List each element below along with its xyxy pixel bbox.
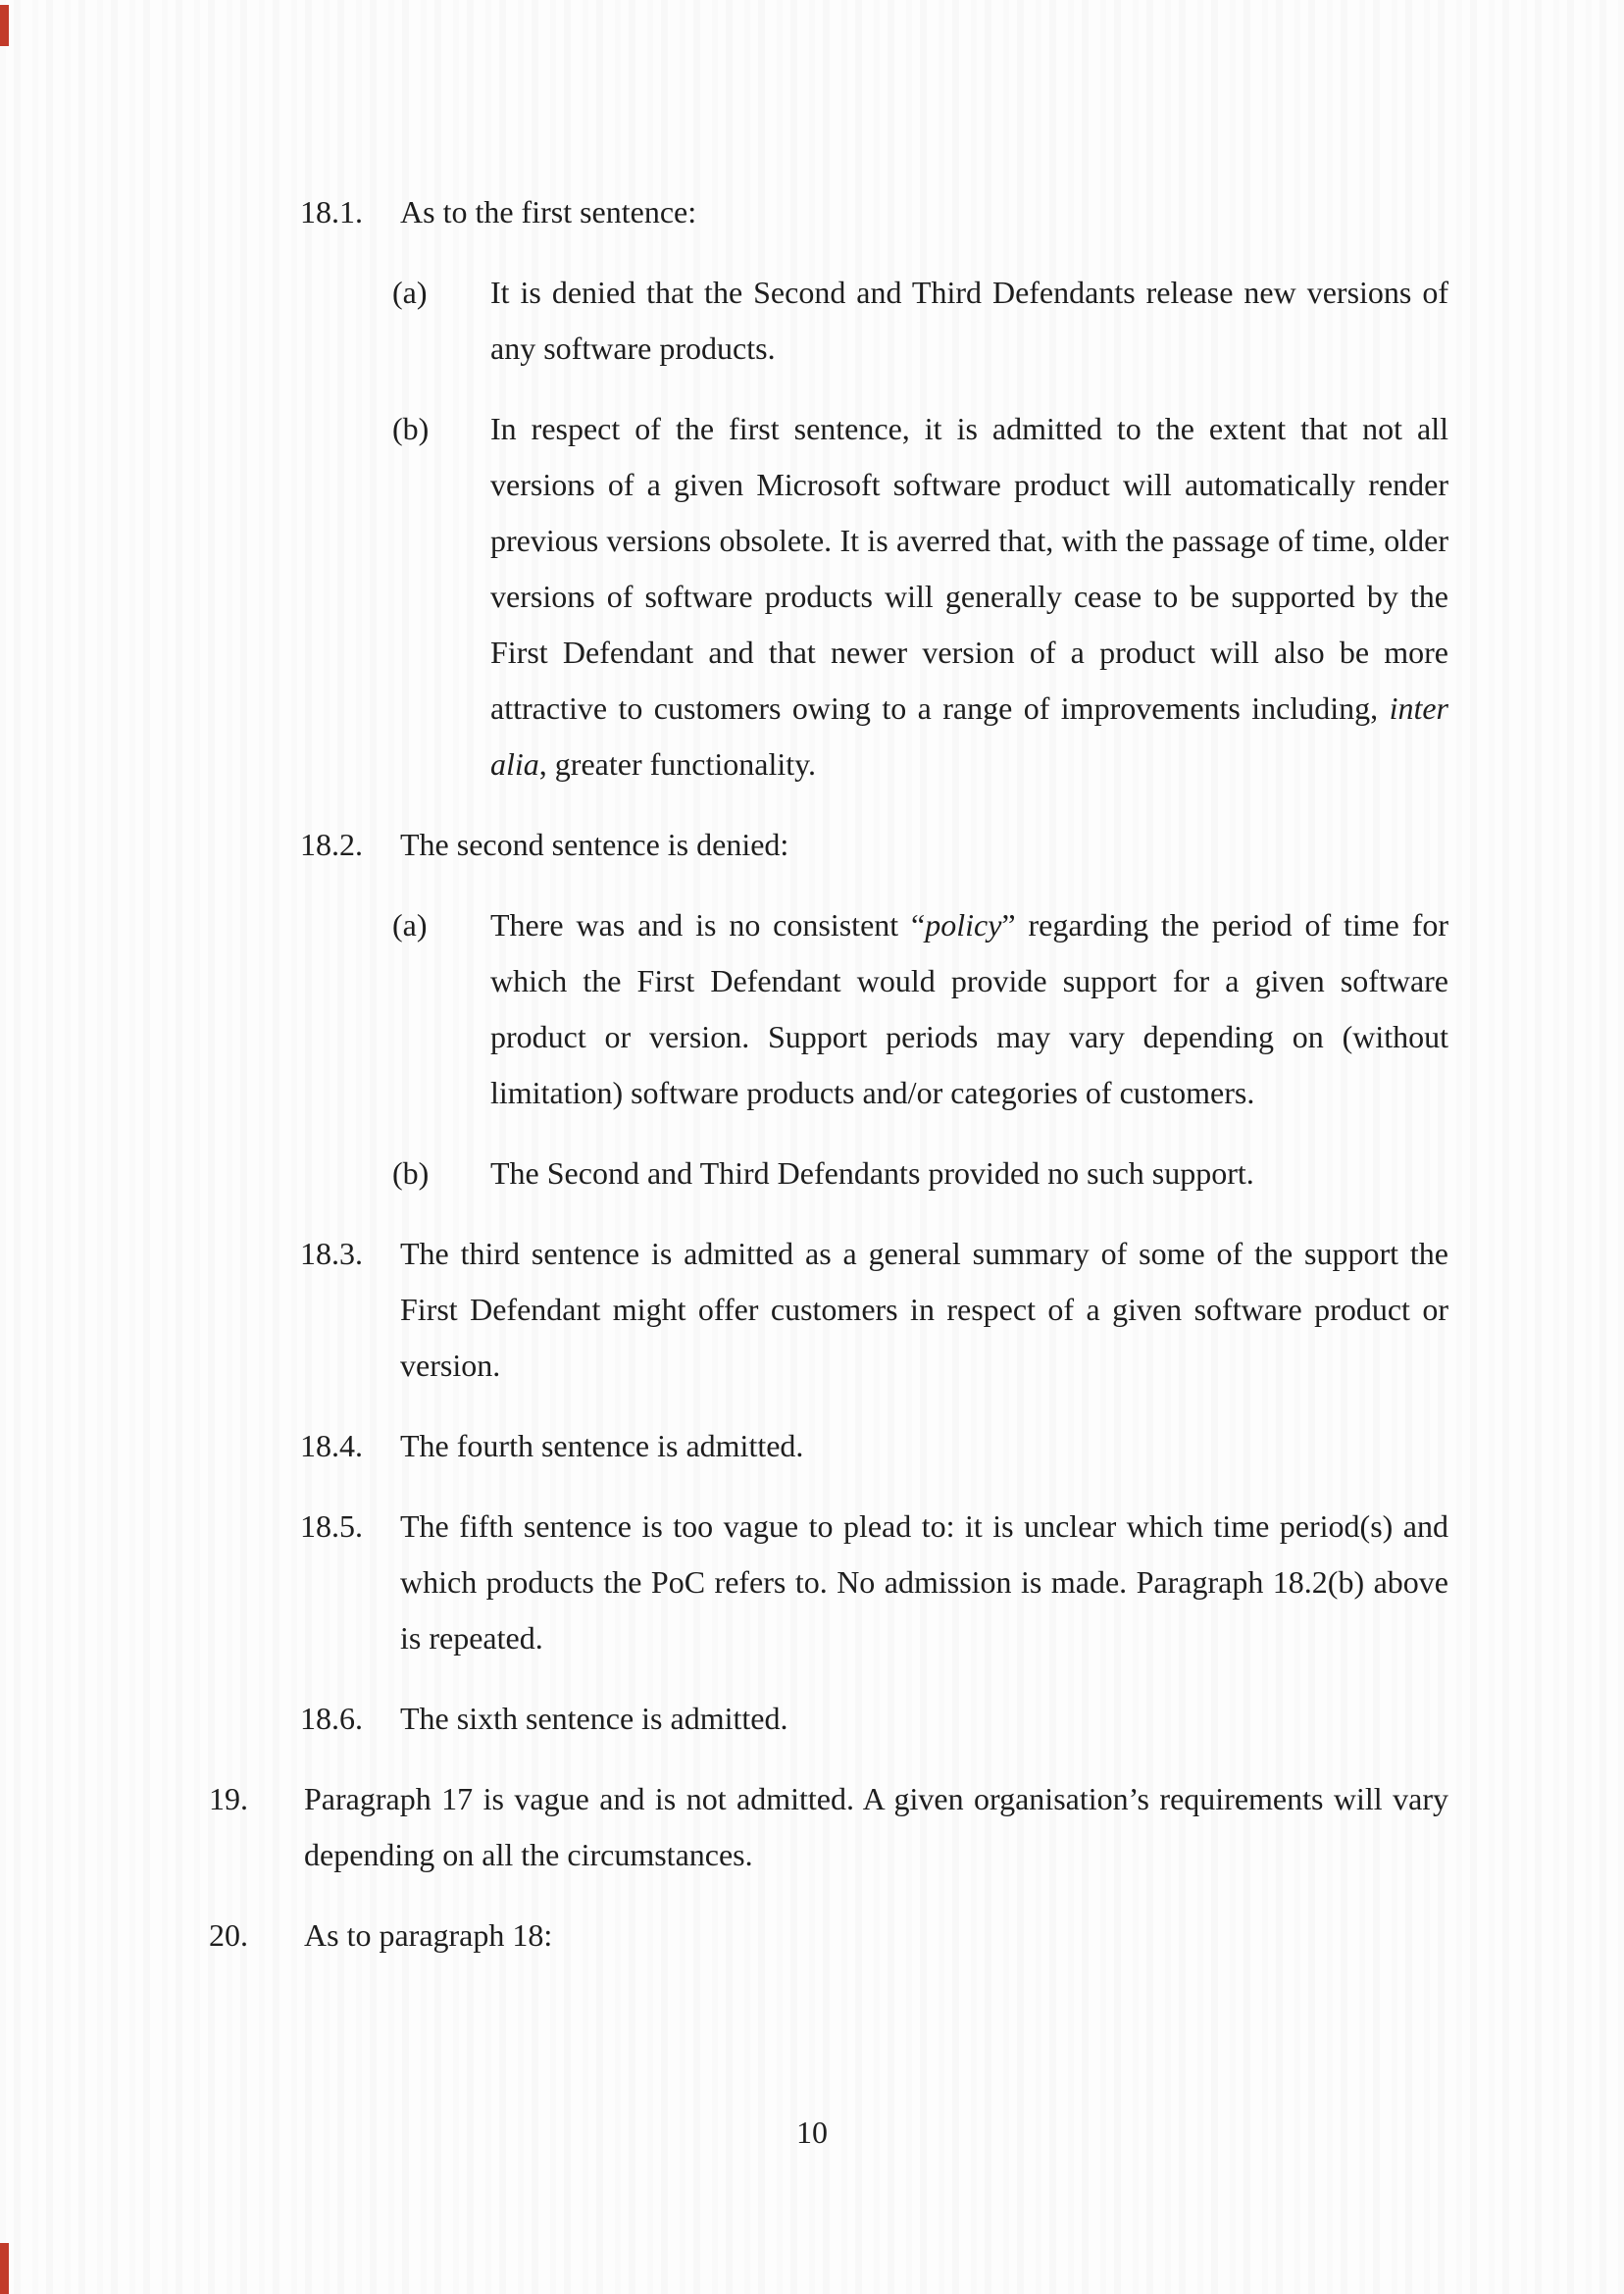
paragraph-text: It is denied that the Second and Third Defendants release new versions of any software products. bbox=[490, 275, 1448, 366]
pleading-paragraph bbox=[0, 817, 1448, 873]
paragraph-number: 18.2. bbox=[300, 827, 363, 862]
paragraph-text: The second sentence is denied: bbox=[400, 827, 789, 862]
paragraph-text: In respect of the first sentence, it is admitted to the extent that not all versions of a given Microsoft software product will automatically render previous versions obsolete. It is averred that, with the passage of time, older versions of software products will generally cease to be supported by the First Defendant and that newer version of a product will also be more attractive to customers owing to a range of improvements including, inter alia, greater functionality. bbox=[490, 411, 1448, 782]
pleading-paragraph bbox=[0, 1691, 1448, 1747]
pleading-paragraph bbox=[0, 1908, 1448, 1963]
paragraph-number: 18.5. bbox=[300, 1508, 363, 1544]
paragraph-text: As to paragraph 18: bbox=[304, 1917, 553, 1953]
paragraph-number: (a) bbox=[392, 907, 428, 943]
paragraph-number: 20. bbox=[209, 1917, 248, 1953]
pleading-paragraph bbox=[0, 1146, 1448, 1201]
paragraph-number: 18.3. bbox=[300, 1236, 363, 1271]
paragraph-number: (b) bbox=[392, 411, 430, 446]
paragraph-number: 18.4. bbox=[300, 1428, 363, 1463]
paragraph-text: The fourth sentence is admitted. bbox=[400, 1428, 804, 1463]
pleading-paragraph bbox=[0, 897, 1448, 1121]
paragraph-text: The fifth sentence is too vague to plead to: it is unclear which time period(s) and which products the PoC refers to. No admission is made. Paragraph 18.2(b) above is repeated. bbox=[400, 1508, 1448, 1656]
pleading-paragraph bbox=[0, 401, 1448, 792]
paragraph-text: As to the first sentence: bbox=[400, 194, 697, 229]
pleading-paragraph bbox=[0, 1499, 1448, 1666]
paragraph-text: There was and is no consistent “policy” regarding the period of time for which the First Defendant would provide support for a given software product or version. Support periods may vary depending on (without limitation) software products and/or categories of customers. bbox=[490, 907, 1449, 1110]
pleading-paragraph bbox=[0, 1226, 1448, 1394]
paragraph-text: The third sentence is admitted as a general summary of some of the support the First Defendant might offer customers in respect of a given software product or version. bbox=[400, 1236, 1448, 1383]
pleading-paragraph bbox=[0, 1418, 1448, 1474]
page-number: 10 bbox=[796, 2115, 828, 2150]
pleading-paragraph bbox=[0, 184, 1448, 240]
scan-artifact-bottom bbox=[0, 2243, 9, 2294]
paragraph-number: 18.1. bbox=[300, 194, 363, 229]
paragraph-number: 18.6. bbox=[300, 1701, 363, 1736]
paragraph-number: (a) bbox=[392, 275, 428, 310]
paragraph-number: (b) bbox=[392, 1155, 430, 1191]
scan-artifact-top bbox=[0, 5, 9, 46]
paragraph-number: 19. bbox=[209, 1781, 248, 1816]
paragraph-text: The Second and Third Defendants provided no such support. bbox=[490, 1155, 1254, 1191]
pleading-paragraph bbox=[0, 1771, 1448, 1883]
paragraph-text: The sixth sentence is admitted. bbox=[400, 1701, 788, 1736]
pleading-paragraph bbox=[0, 265, 1448, 377]
paragraph-text: Paragraph 17 is vague and is not admitted. A given organisation’s requirements will vary depending on all the circumstances. bbox=[304, 1781, 1448, 1872]
